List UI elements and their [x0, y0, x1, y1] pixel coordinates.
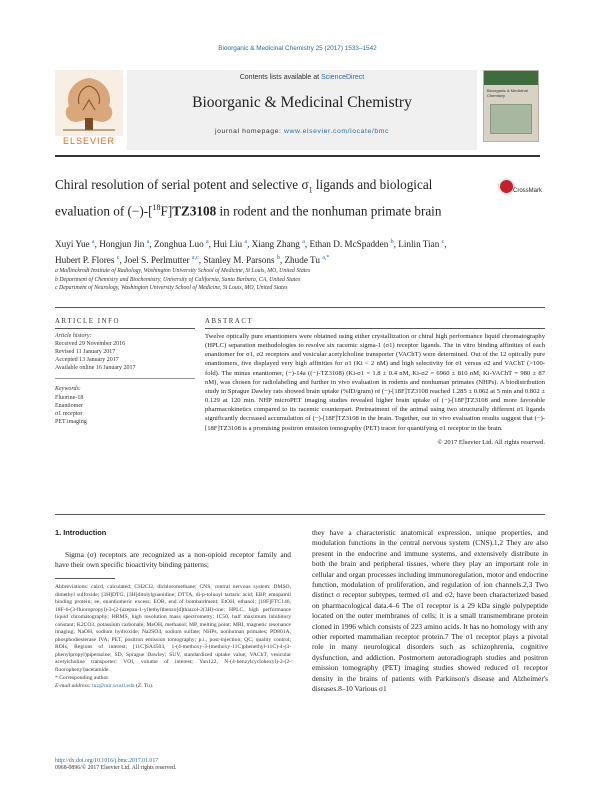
abstract-heading: ABSTRACT — [205, 318, 254, 325]
sciencedirect-link[interactable]: ScienceDirect — [321, 74, 365, 81]
section-heading-introduction: 1. Introduction — [55, 528, 107, 537]
abstract-text: Twelve optically pure enantiomers were obtained using either crystallization or chiral high performance liquid chromatography (HPLC) separation methodologies to resolve six racemic sigma-1 (σ1) receptor ligands. The in vitro binding affinities of each enantiomer for σ1, σ2 receptors and vesicular acetylcholine transporter (VAChT) were determined. Out of the 12 optically pure enantiomers, five displayed very high affinities for σ1 (Ki < 2 nM) and high selectivity for σ1 versus σ2 and VAChT (>100-fold). The minus enantiomer, (−)-14a ((−)-TZ3108) (Ki-σ1 = 1.8 ± 0.4 nM, Ki-σ2 = 6960 ± 810 nM, Ki-VAChT = 980 ± 87 nM), was chosen for radiolabeling and further in vivo evaluation in rodents and nonhuman primates (NHPs). A biodistribution study in Sprague Dawley rats showed brain uptake (%ID/gram) of (−)-[18F]TZ3108 reached 1.285 ± 0.062 at 5 min and 0.802 ± 0.129 at 120 min. NHP microPET imaging studies revealed higher brain uptake of (−)-[18F]TZ3108 and more favorable pharmacokinetics compared to its racemic counterpart. Pretreatment of the animal using two structurally different σ1 ligands significantly decreased accumulation of (−)-[18F]TZ3108 in the brain. Together, our in vivo evaluation results suggest that (−)-[18F]TZ3108 is a promising positron emission tomography (PET) tracer for quantifying σ1 receptor in the brain. — [205, 333, 545, 432]
elsevier-tree-logo — [55, 70, 123, 136]
keywords-label: Keywords: — [55, 386, 81, 393]
footnotes — [55, 584, 291, 690]
history-accepted: Accepted 13 January 2017 — [55, 357, 119, 364]
journal-cover-thumbnail — [483, 70, 539, 142]
cover-image — [490, 104, 532, 134]
abbreviations-footnote: Abbreviations: calcd, calculated; CH2Cl2, dichloromethane; CNS, central nervous system; DMSO, dimethyl sulfoxide; [3H]DTG, [3H]ditolylguanidine; DTTA, di-p-toluoyl tartaric acid; EBP, emopamil binding protein; ee, enantiomeric excess; EOB, end of bombardment; EtOH, ethanol; [18F]FTC146, 18F-6-(3-fluoropropyl)-3-(2-(azepan-1-yl)ethyl)benzo[d]thiazol-2(3H)-one; HPLC, high performance liquid chromatography; HRMS, high resolution mass spectrometry; IC50, half maximum inhibitory constant; K2CO3, potassium carbonate; MeOH, methanol; MP, melting point; MRI, magnetic resonance imaging; NaOH, sodium hydroxide; Na2SO4, sodium sulfate; NHPs, nonhuman primates; PD801A, phosphodiesterase IVA; PET, positron emission tomography; p.i., post-injection; QC, quality control; ROIs, Regions of interest; [11C]SA4503, 1-(4-methoxy-3-(methoxy-11C)phenethyl-11C)-4-(3-phenylpropyl)piperazine; SD, Sprague Dawley; SUV, standardized uptake value; VAChT, vesicular acetylcholine transporter; VOI, volume of interest; Yun122, N-(4-benzylcyclohexyl)-2-(2-fluorophenyl)acetamide. — [55, 584, 291, 673]
contents-line — [127, 74, 477, 81]
contents-prefix: Contents lists available at — [239, 74, 322, 81]
keyword: Fluorine-18 — [55, 394, 84, 401]
email-line — [55, 683, 291, 691]
body-column-left — [55, 528, 291, 571]
journal-reference[interactable]: Bioorganic & Medicinal Chemistry 25 (2017) 1533–1542 — [218, 45, 377, 52]
intro-paragraph-right: they have a characteristic anatomical expression, unique properties, and modulation functions in the central nervous system (CNS).1,2 They are also present in the endocrine and immune systems, and extensively distribute in both the brain and peripheral tissues, where they play an important role in cellular and organ processes including immunoregulation, motor and endocrine function, modulation of proliferation, and regulation of ion channels.2,3 Two distinct σ receptor subtypes, termed σ1 and σ2, have been characterized based on pharmacological data.4–6 The σ1 receptor is a 29 kDa single polypeptide located on the outer membranes of cells; it is a small transmembrane protein cloned in 1996 which consists of 223 amino acids. It has no homology with any other reported mammalian receptor protein.7 The σ1 receptor plays a pivotal role in many neurological disorders such as schizophrenia, cognitive dysfunction, and addiction. Postmortem autoradiograph studies and positron emission tomography (PET) imaging studies showed reduced σ1 receptor density in the brains of patients with Parkinson's disease and Alzheimer's diseases.8–10 Various σ1 — [312, 528, 548, 694]
keyword: PET imaging — [55, 418, 87, 425]
abstract — [205, 332, 545, 447]
article-info-heading: ARTICLE INFO — [55, 318, 121, 325]
corresponding-author: * Corresponding author. — [55, 675, 110, 681]
intro-paragraph-left: Sigma (σ) receptors are recognized as a non-opioid receptor family and have their own specific bioactivity binding patterns; — [55, 550, 291, 570]
journal-homepage — [127, 128, 477, 135]
body-column-right — [312, 528, 548, 695]
keyword: Enantiomer — [55, 402, 83, 409]
keyword: σ1 receptor — [55, 410, 83, 417]
header-rule — [55, 307, 545, 308]
elsevier-wordmark: ELSEVIER — [62, 136, 116, 146]
article-title: Chiral resolution of serial potent and selective $\sigma_1$ ligands and biological evaluation of (−)-[$^{18}$F]TZ3108 in rodent and the nonhuman primate brain — [55, 177, 442, 219]
crossmark-label: CrossMark — [513, 188, 543, 194]
cover-title: Bioorganic & Medicinal Chemistry — [487, 88, 528, 98]
masthead-rule — [55, 155, 540, 157]
crossmark-badge[interactable] — [498, 178, 546, 200]
history-online: Available online 16 January 2017 — [55, 365, 136, 372]
homepage-link[interactable]: www.elsevier.com/locate/bmc — [284, 128, 389, 135]
affiliation-a: a Mallinckrodt Institute of Radiology, Washington University School of Medicine, St Louis, MO, United States — [55, 268, 311, 274]
abstract-copyright: © 2017 Elsevier Ltd. All rights reserved. — [437, 438, 545, 446]
affiliation-c: c Department of Neurology, Washington University School of Medicine, St Louis, MO, United States — [55, 285, 288, 292]
issn-line: 0968-0896/© 2017 Elsevier Ltd. All rights reserved. — [55, 765, 177, 772]
masthead-center — [127, 70, 477, 150]
homepage-prefix: journal homepage: — [215, 128, 285, 135]
masthead — [55, 70, 540, 150]
email-name: (Z. Tu). — [134, 682, 154, 689]
history-revised: Revised 11 January 2017 — [55, 349, 116, 356]
email-link[interactable]: tuz@mir.wustl.edu — [92, 682, 135, 689]
affiliations — [55, 267, 545, 293]
journal-name: Bioorganic & Medicinal Chemistry — [192, 94, 412, 111]
info-divider — [55, 378, 195, 379]
affiliation-b: b Department of Chemistry and Biochemistry, University of California, Santa Barbara, CA, United States — [55, 276, 301, 283]
footnote-rule — [55, 578, 115, 579]
doi-link[interactable]: http://dx.doi.org/10.1016/j.bmc.2017.01.017 — [55, 758, 159, 764]
cover-band — [484, 71, 538, 85]
history-label: Article history: — [55, 333, 92, 339]
email-label: E-mail address: — [55, 682, 93, 689]
article-info-rule — [55, 328, 195, 329]
article-info — [55, 332, 195, 426]
abstract-bottom-rule — [55, 514, 545, 515]
history-received: Received 29 November 2016 — [55, 341, 126, 348]
bottom-info — [55, 758, 355, 773]
abstract-rule — [205, 328, 545, 329]
author-list: Xuyi Yue $^a$, Hongjun Jin $^a$, Zonghua Luo $^a$, Hui Liu $^a$, Xiang Zhang $^a$, Ethan D. McSpadden $^b$, Linlin Tian $^c$, Hubert P. Flores $^c$, Joel S. Perlmutter $^{a,c}$, Stanley M. Parsons $^b$, Zhude Tu $^{a,*}$ — [55, 239, 447, 265]
